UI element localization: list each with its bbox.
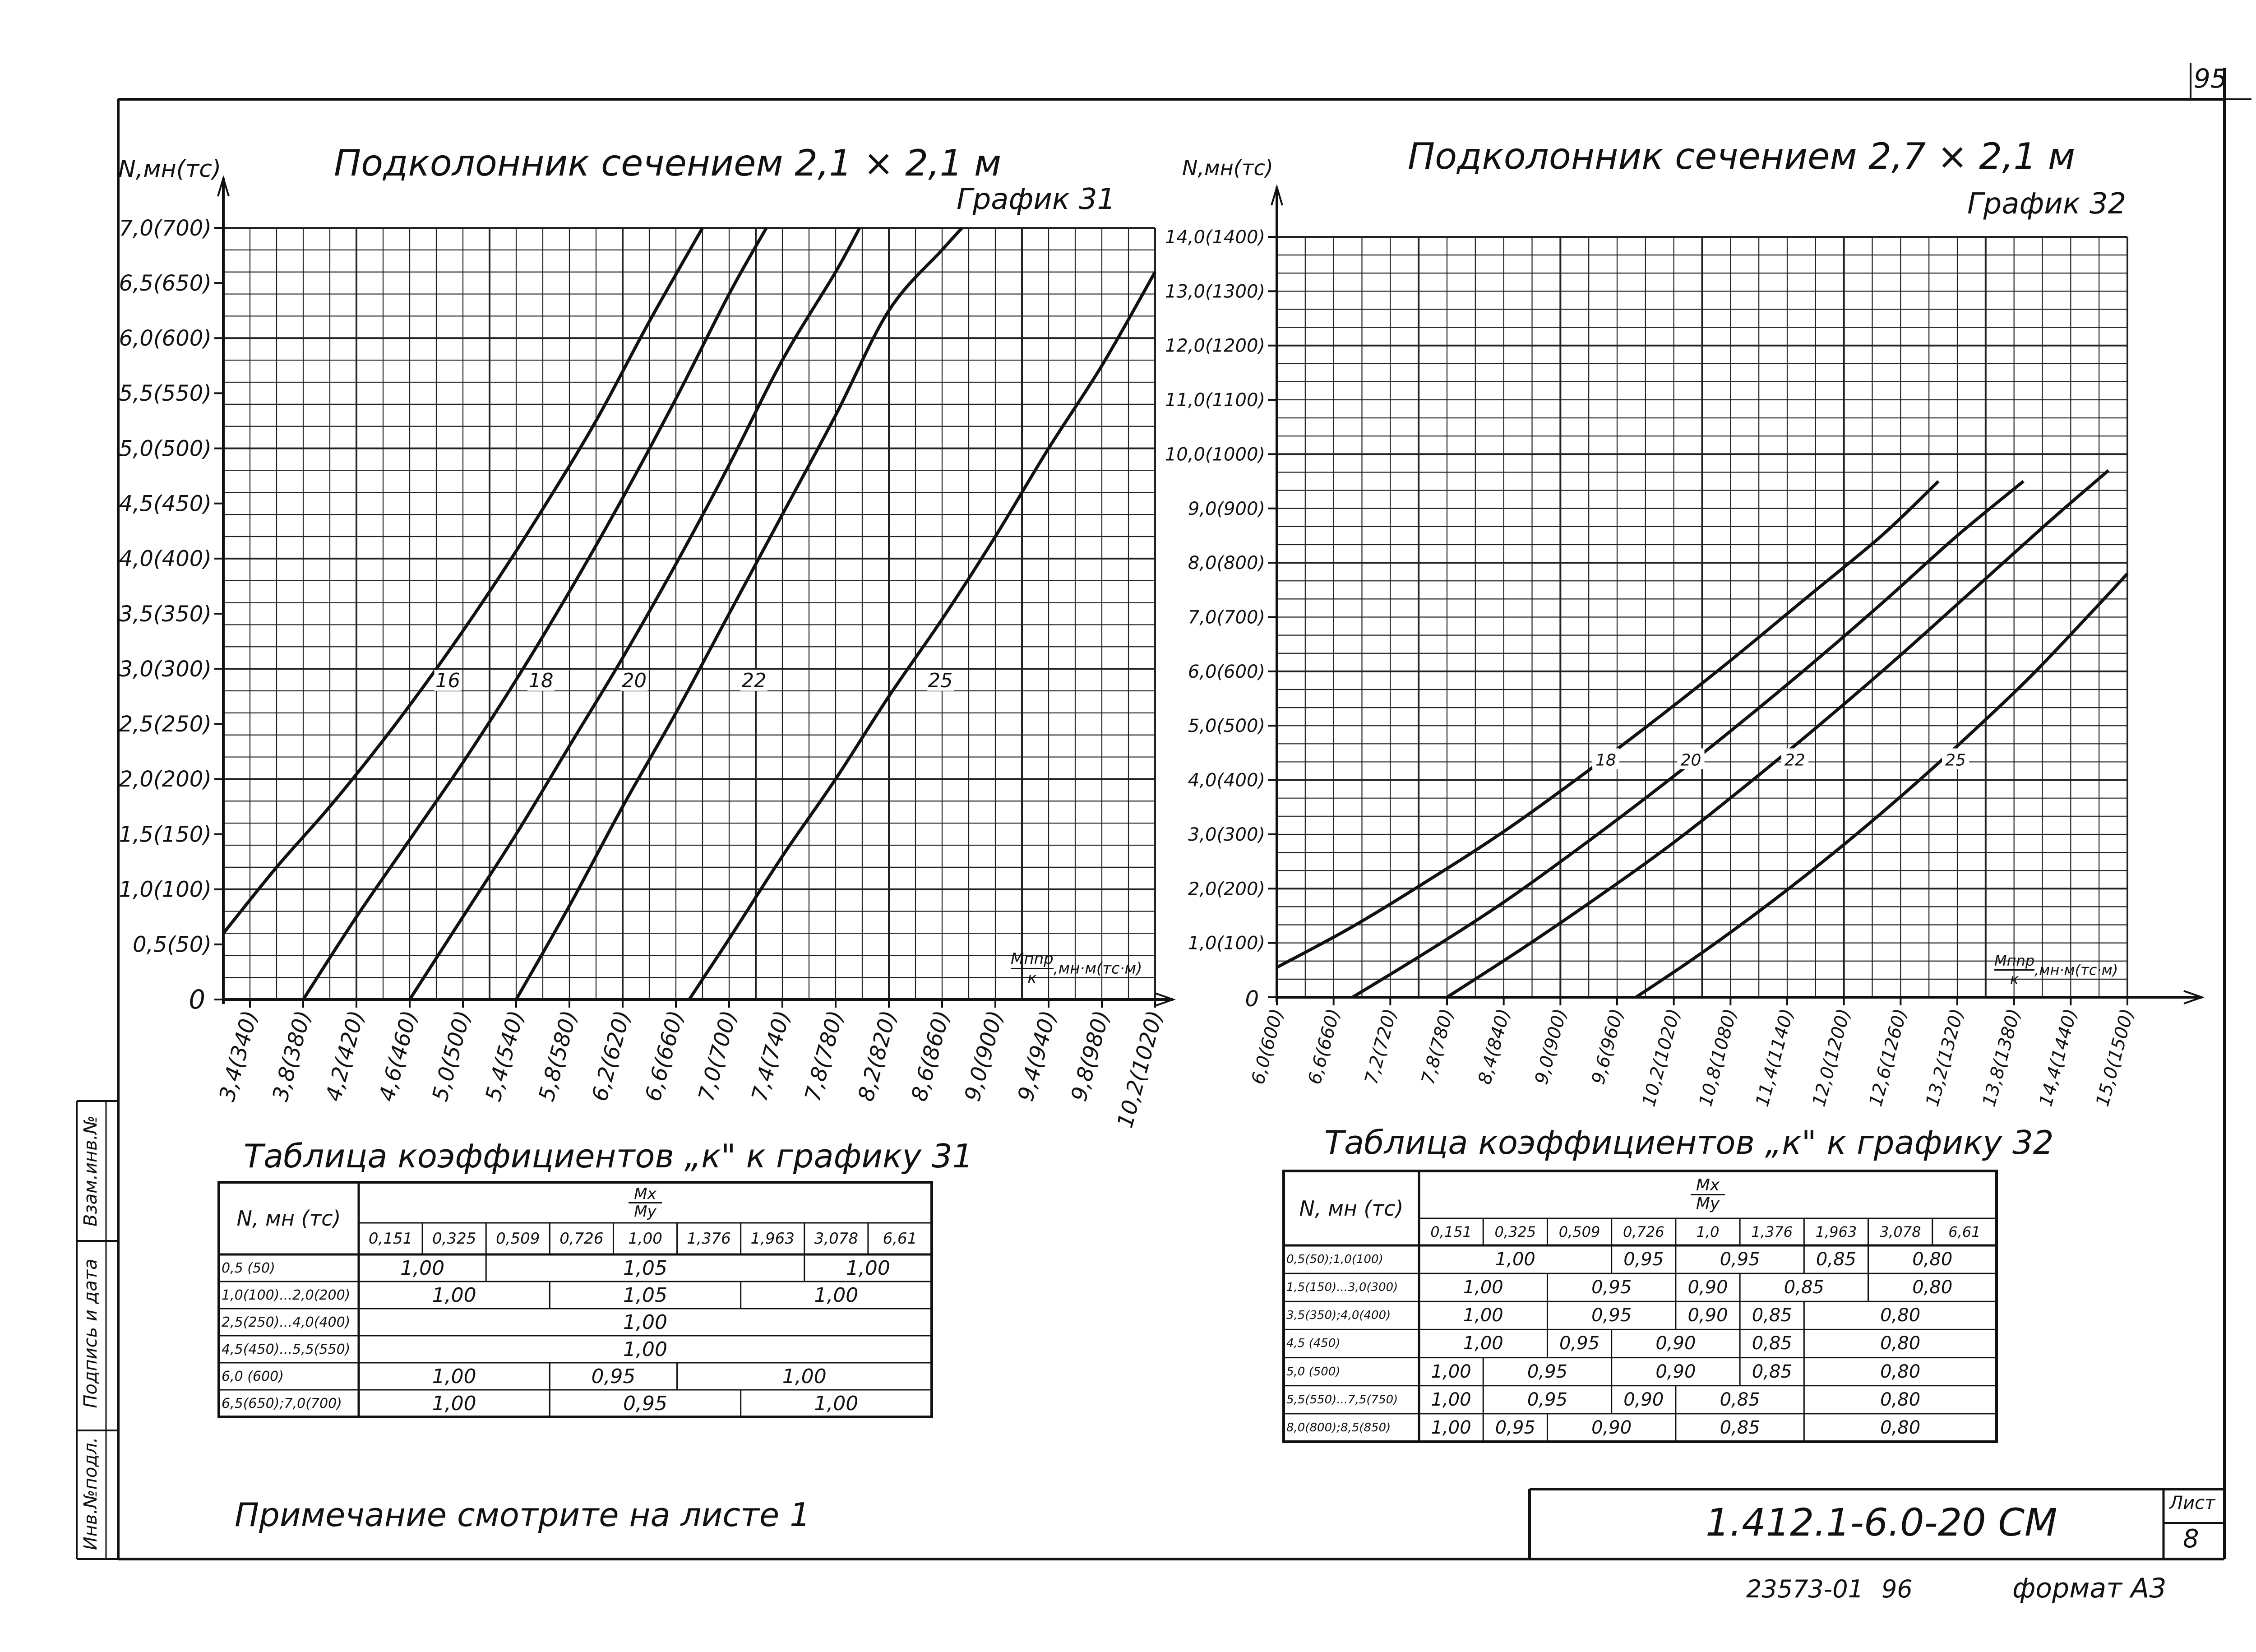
chart32-y-tick-label: 12,0(1200) [1165,335,1265,356]
table32-cell-value: 0,85 [1752,1361,1792,1382]
table32-col-header: 0,509 [1558,1223,1600,1240]
side-label-signature-date: Подпись и дата [80,1259,101,1408]
table32-cell-value: 0,85 [1720,1389,1760,1410]
chart31-y-tick-label: 7,0(700) [119,215,212,241]
chart31-series-16-label: 16 [435,669,460,692]
chart32-x-tick-label: 9,6(960) [1587,1006,1628,1087]
table32-cell-value: 0,95 [1623,1249,1664,1270]
chart31-x-tick-label: 4,2(420) [321,1008,370,1104]
table32-cell-value: 1,00 [1431,1361,1471,1382]
chart32-xlabel-num: Mпnр [1994,952,2034,971]
table32-cell-value: 1,00 [1431,1389,1471,1410]
chart32-x-tick-label: 10,8(1080) [1695,1006,1741,1109]
table32-row-label: 5,5(550)...7,5(750) [1286,1393,1398,1407]
side-label-replace-inv: Взам.инв.№ [80,1115,101,1227]
chart32-series-18-line [1277,481,1938,967]
table32-ratio-den: My [1696,1194,1720,1213]
chart32-x-tick-label: 7,2(720) [1361,1006,1401,1087]
chart31-x-tick-label: 10,2(1020) [1112,1008,1168,1131]
table32-cell-value: 0,95 [1527,1389,1567,1410]
table31-cell-value: 1,00 [814,1392,859,1415]
table32-cell-value: 0,85 [1784,1277,1824,1298]
chart31-x-tick-label: 5,8(580) [534,1008,582,1104]
table31-col-header: 6,61 [883,1230,917,1248]
chart31-x-tick-label: 9,0(900) [960,1008,1008,1104]
chart31-y-tick-label: 4,5(450) [119,491,212,517]
chart32-ylabel: N,мн(тс) [1182,156,1273,180]
table31-ratio-den: My [634,1202,656,1221]
table32-cell-value: 0,95 [1559,1333,1600,1354]
chart32-origin-label: 0 [1245,986,1259,1012]
chart31-x-tick-label: 7,8(780) [800,1008,849,1104]
table31-row-label: 4,5(450)...5,5(550) [222,1341,351,1357]
chart31-x-tick-label: 8,6(860) [906,1008,955,1104]
table31 [219,1182,932,1417]
table32-row-label: 1,5(150)...3,0(300) [1286,1281,1398,1295]
table31-row-label: 1,0(100)...2,0(200) [222,1287,351,1303]
chart32-y-tick-label: 8,0(800) [1188,553,1265,574]
table31-ratio-num: Mx [629,1186,661,1203]
table32-cell-value: 0,95 [1527,1361,1567,1382]
chart32-x-tick-label: 13,8(1380) [1979,1006,2025,1109]
table31-col-header: 1,376 [687,1230,731,1248]
table31-col-header: 0,726 [559,1230,604,1248]
table32-ratio-header [1419,1171,1997,1218]
chart31-xlabel-den: к [1027,969,1037,987]
chart31-title: Подколонник сечением 2,1 × 2,1 м [334,142,1002,184]
side-label-inv-original: Инв.№подл. [80,1437,101,1550]
table32-cell-value: 0,90 [1591,1417,1632,1438]
chart31-x-tick-label: 5,4(540) [481,1008,529,1104]
chart32-x-tick-label: 12,0(1200) [1808,1006,1855,1109]
chart31-ylabel: N,мн(тс) [118,156,222,183]
chart31-y-tick-label: 5,5(550) [119,381,212,407]
table31-cell-value: 1,00 [623,1310,667,1334]
chart32-series-25-label: 25 [1945,751,1966,770]
table32-col-header: 0,726 [1623,1223,1664,1240]
chart31-x-tick-label: 3,8(380) [268,1008,316,1104]
table32-cell-value: 0,80 [1880,1389,1921,1410]
chart32-x-tick-label: 12,6(1260) [1865,1006,1911,1109]
table32-col-header: 1,376 [1751,1223,1793,1240]
table31-row-label: 0,5 (50) [222,1260,275,1276]
table32-col-header: 0,151 [1430,1223,1472,1240]
table31-cell-value: 1,00 [400,1256,445,1280]
chart31-x-tick-label: 5,0(500) [427,1008,476,1104]
table32-title: Таблица коэффициентов „к" к графику 32 [1324,1124,2054,1161]
table32-cell-value: 0,95 [1591,1277,1632,1298]
chart31-series-22-label: 22 [741,669,767,692]
chart31-x-tick-label: 3,4(340) [214,1008,263,1104]
sheet-number-top: 95 [2194,63,2227,94]
chart31-y-tick-label: 2,5(250) [119,712,212,737]
chart32-x-tick-label: 6,0(600) [1247,1006,1288,1087]
chart31-origin-label: 0 [189,985,205,1015]
chart32-y-tick-label: 10,0(1000) [1165,444,1265,465]
chart31-y-tick-label: 6,5(650) [119,270,212,296]
table32-cell-value: 1,00 [1431,1417,1471,1438]
table32-row-label: 8,0(800);8,5(850) [1286,1421,1391,1435]
chart31-y-tick-label: 4,0(400) [119,546,212,572]
table31-cell-value: 1,00 [432,1392,476,1415]
table32-row-label: 5,0 (500) [1286,1365,1341,1379]
chart32-y-tick-label: 9,0(900) [1188,498,1265,519]
table32-col-header: 1,963 [1815,1223,1857,1240]
chart32-y-tick-label: 14,0(1400) [1165,227,1265,248]
table32-cell-value: 0,90 [1687,1305,1728,1326]
chart31-x-tick-label: 9,4(940) [1013,1008,1062,1104]
table32-ratio-num: Mx [1691,1177,1725,1195]
footer-page-number: 96 [1882,1575,1913,1603]
table32-cell-value: 1,00 [1495,1249,1535,1270]
table32-corner-header: N, мн (тс) [1299,1196,1404,1221]
table31-title: Таблица коэффициентов „к" к графику 31 [244,1137,973,1175]
table32-cell-value: 0,80 [1880,1333,1921,1354]
chart32-y-tick-label: 6,0(600) [1188,661,1265,682]
chart31-x-tick-label: 6,2(620) [587,1008,636,1104]
sheet-number: 8 [2183,1524,2199,1554]
table32-col-header: 1,0 [1696,1223,1720,1240]
chart31-series-20-label: 20 [622,669,647,692]
chart31-y-tick-label: 1,0(100) [119,877,212,902]
table31-corner-header: N, мн (тс) [236,1206,341,1231]
chart32-xlabel-den: к [2010,971,2019,988]
table31-cell-value: 1,00 [623,1337,667,1361]
chart32-x-tick-label: 10,2(1020) [1638,1006,1685,1109]
table32-cell-value: 0,85 [1816,1249,1856,1270]
table31-col-header: 3,078 [814,1230,858,1248]
chart32-y-tick-label: 4,0(400) [1188,770,1265,791]
chart32-series-20-line [1353,481,2024,997]
table32-cell-value: 0,90 [1655,1361,1696,1382]
chart31-series-18-label: 18 [528,669,554,692]
document-code: 1.412.1-6.0-20 СМ [1706,1500,2057,1545]
chart32-x-tick-label: 11,4(1140) [1752,1006,1798,1109]
table32-cell-value: 1,00 [1463,1305,1503,1326]
footer-format: формат А3 [2012,1573,2167,1604]
chart32-x-tick-label: 9,0(900) [1531,1006,1571,1087]
chart31-y-tick-label: 3,0(300) [119,656,212,682]
table31-cell-value: 1,05 [623,1283,667,1307]
table32-row-label: 3,5(350);4,0(400) [1286,1309,1391,1323]
chart31-x-tick-label: 9,8(980) [1066,1008,1115,1104]
chart31-y-tick-label: 1,5(150) [119,822,212,847]
chart32-y-tick-label: 7,0(700) [1188,607,1265,628]
chart31-x-tick-label: 6,6(660) [640,1008,689,1104]
table32-cell-value: 1,00 [1463,1277,1503,1298]
table32-col-header: 6,61 [1948,1223,1981,1240]
table32-cell-value: 0,80 [1880,1305,1921,1326]
chart32-subtitle: График 32 [1967,187,2127,221]
chart32-y-tick-label: 3,0(300) [1188,824,1265,845]
chart31-xlabel-unit: ,мн·м(тс·м) [1053,959,1142,978]
chart32-series-22-line [1447,471,2108,997]
chart32-x-tick-label: 6,6(660) [1304,1006,1345,1087]
chart32-xlabel-unit: ,мн·м(тс·м) [2034,961,2118,979]
chart31-y-tick-label: 0,5(50) [133,932,212,958]
chart32-x-tick-label: 13,2(1320) [1922,1006,1968,1109]
table32-cell-value: 0,95 [1495,1417,1535,1438]
chart32-x-tick-label: 14,4(1440) [2035,1006,2081,1109]
table31-col-header: 0,151 [368,1230,413,1248]
table31-ratio-header [359,1182,932,1223]
table31-row-label: 2,5(250)...4,0(400) [222,1314,351,1330]
table31-row-label: 6,0 (600) [222,1368,284,1384]
table32 [1284,1171,1997,1442]
table31-cell-value: 0,95 [591,1365,636,1388]
chart31-x-tick-label: 8,2(820) [853,1008,902,1104]
table32-row-label: 0,5(50);1,0(100) [1286,1253,1383,1267]
chart31-x-tick-label: 4,6(460) [374,1008,423,1104]
table32-col-header: 0,325 [1494,1223,1536,1240]
chart31-y-tick-label: 6,0(600) [119,326,212,352]
chart32-x-tick-label: 8,4(840) [1474,1006,1515,1087]
chart32-y-tick-label: 11,0(1100) [1165,390,1265,411]
table32-cell-value: 0,80 [1912,1249,1953,1270]
chart32-x-tick-label: 15,0(1500) [2092,1006,2138,1109]
table32-col-header: 3,078 [1879,1223,1921,1240]
table32-cell-value: 0,95 [1591,1305,1632,1326]
chart32-y-tick-label: 2,0(200) [1188,879,1265,900]
table31-cell-value: 0,95 [623,1392,667,1415]
table32-cell-value: 0,80 [1880,1361,1921,1382]
table32-cell-value: 1,00 [1463,1333,1503,1354]
table32-cell-value: 0,95 [1720,1249,1760,1270]
table32-cell-value: 0,90 [1655,1333,1696,1354]
table32-cell-value: 0,90 [1687,1277,1728,1298]
chart32-xlabel [1994,952,2118,988]
chart31-xlabel-num: Mпnр [1011,950,1054,969]
chart31-x-tick-label: 7,0(700) [693,1008,742,1104]
chart31-series-25-label: 25 [928,669,953,692]
table32-cell-value: 0,85 [1752,1333,1792,1354]
chart32-series-22-label: 22 [1784,751,1805,770]
chart31-y-tick-label: 5,0(500) [119,436,212,462]
chart32-series-18-label: 18 [1595,751,1616,770]
table31-cell-value: 1,00 [432,1365,476,1388]
table31-cell-value: 1,00 [846,1256,890,1280]
table31-row-label: 6,5(650);7,0(700) [222,1395,342,1411]
table31-cell-value: 1,00 [814,1283,859,1307]
note-text: Примечание смотрите на листе 1 [235,1496,810,1534]
chart32-x-tick-label: 7,8(780) [1417,1006,1458,1087]
table31-cell-value: 1,00 [432,1283,476,1307]
sheet-label: Лист [2169,1493,2215,1513]
chart32-series-20-label: 20 [1680,751,1701,770]
chart32-y-tick-label: 5,0(500) [1188,716,1265,737]
chart31-y-tick-label: 2,0(200) [119,767,212,792]
table31-col-header: 0,325 [432,1230,476,1248]
table32-cell-value: 0,80 [1912,1277,1953,1298]
table32-cell-value: 0,80 [1880,1417,1921,1438]
chart31-y-tick-label: 3,5(350) [119,601,212,627]
table31-cell-value: 1,05 [623,1256,667,1280]
chart31-x-tick-label: 7,4(740) [747,1008,795,1104]
footer-order-number: 23573-01 [1746,1575,1863,1603]
chart31-subtitle: График 31 [957,183,1116,216]
chart32-title: Подколонник сечением 2,7 × 2,1 м [1408,135,2076,177]
table31-col-header: 1,963 [750,1230,795,1248]
table32-cell-value: 0,90 [1623,1389,1664,1410]
table32-cell-value: 0,85 [1752,1305,1792,1326]
chart32-series-25-line [1636,574,2127,997]
table32-cell-value: 0,85 [1720,1417,1760,1438]
table31-col-header: 0,509 [496,1230,540,1248]
chart32-y-tick-label: 13,0(1300) [1165,281,1265,302]
chart32-y-tick-label: 1,0(100) [1188,933,1265,954]
table32-row-label: 4,5 (450) [1286,1337,1341,1351]
table31-col-header: 1,00 [628,1230,662,1248]
table31-cell-value: 1,00 [782,1365,827,1388]
